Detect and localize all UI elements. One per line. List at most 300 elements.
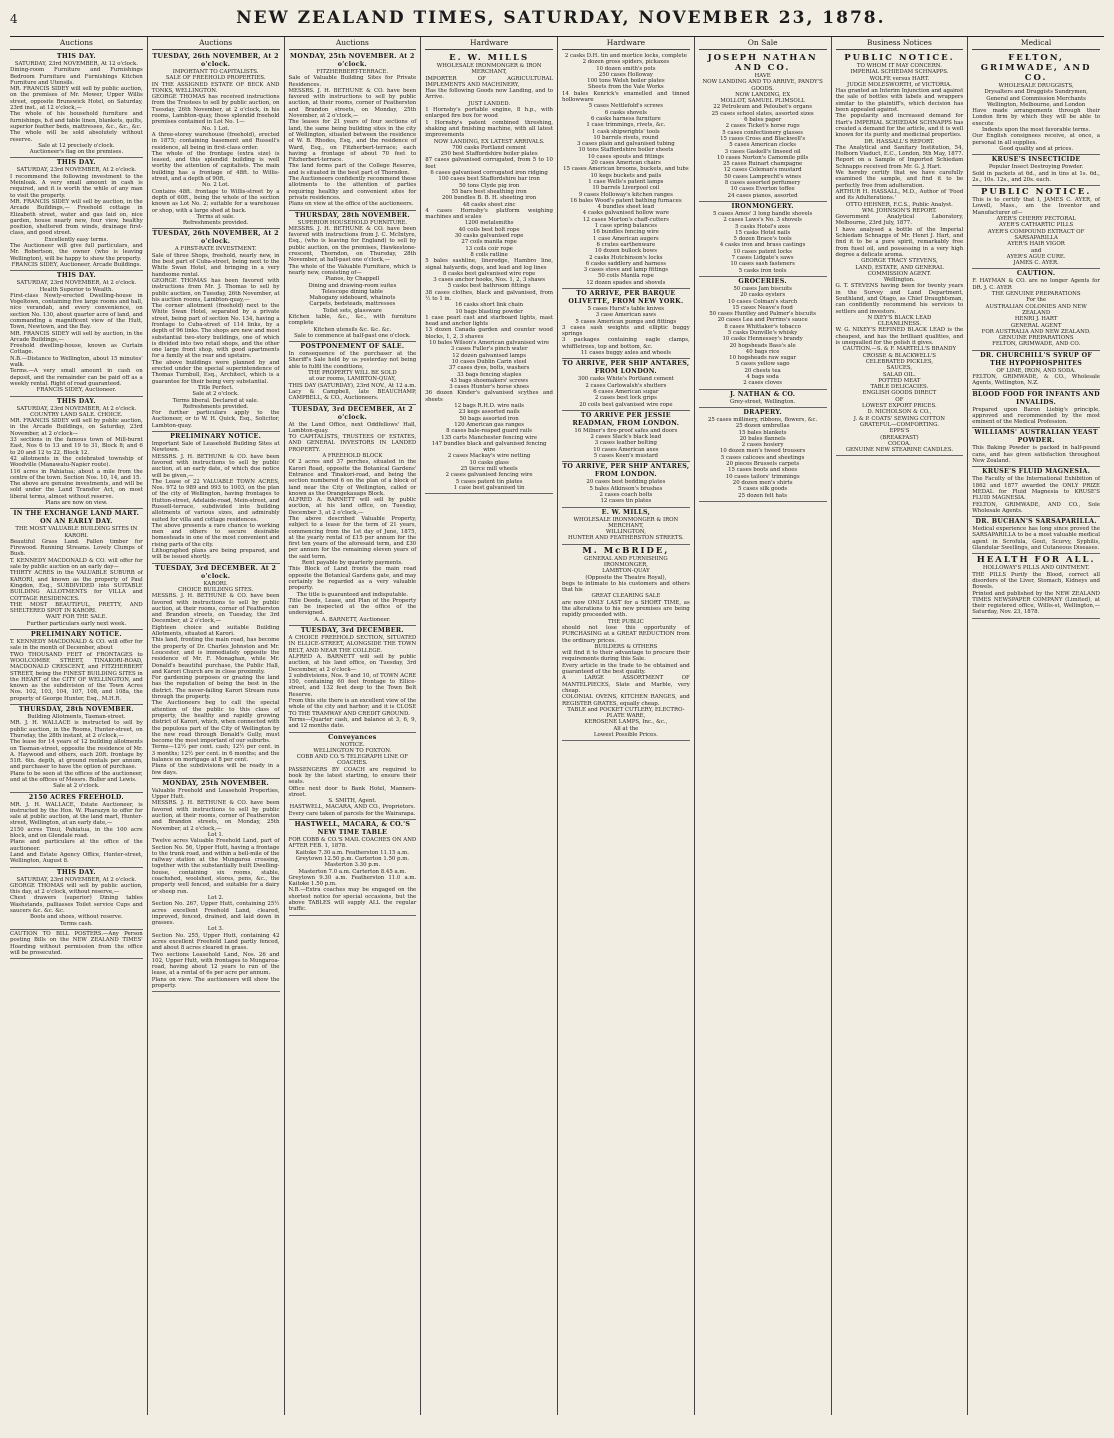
advertisement-text: N IXEY'S BLACK LEAD [867,314,932,321]
advertisement-text: Further particulars early next week. [26,620,127,627]
advertisement-text: 50 bags assorted iron [459,415,519,422]
advertisement [972,467,1100,517]
advertisement-text: 6 crates earthenware [596,241,656,248]
advertisement-text: AUSTRALIAN COLONIES AND NEW ZEALAND [985,303,1087,316]
advertisement-text: Chest drawers (superior) Dining tables Washstands, palliasses Toilet service Cups and saucers &c. &c. &c. [10,895,143,915]
advertisement-text: 2 dozen gross spiders, pickaxes [582,59,670,66]
advertisement-text: 5 casks Dunville's whisky [727,329,798,336]
advertisement-text: and [1031,247,1042,254]
advertisement-text: First-class Newly-erected Dwelling-house in Vogeltown, containing five large rooms and hall, nice verandah, and every convenience, on section No. 130, about quarter acre of land, and commanding a magnificent view of the Hutt, Town, Newtown, and the Bay. [10,292,143,331]
advertisement-text: Terms.—A very small amount in cash on deposit, and the remainder can be paid off as a weekly rental. Right of road guaranteed. [10,368,143,387]
advertisement-text: This land, fronting the main road, has become the property of Dr. Charles Johnston and Mr. Loucester, and is immediately opposite the residence of Mr. F. Monaghan, while Mr. Donald's beautiful purchase, the Public Hall, and Karori Church are in close proximity. [151,637,280,675]
advertisement-text: GEORGE TRACY STEVENS, [861,258,938,265]
advertisement-text: 5 cases Keen's mustard [593,453,659,460]
advertisement-text: CHOICE BUILDING SITES. [178,586,254,593]
advertisement-text: Lot 1. [207,831,224,838]
advertisement-text: N.B.—Distance to Wellington, about 15 minutes' walk. [10,355,143,369]
advertisement-text: 1 case American augers [593,235,659,242]
advertisement-text: IMPORTANT TO CAPITALISTS. [172,69,259,75]
advertisement-text: 3 case American saws [595,312,657,319]
advertisement-text: 10 cases American axes [593,446,659,453]
advertisement-text: (BREAKFAST) [880,434,919,441]
newspaper-title: NEW ZEALAND TIMES, SATURDAY, NOVEMBER 23, 1878. [236,8,886,28]
advertisement-text: 1 case best galvanised tin [453,484,525,491]
advertisement-text: 1 Hornsby's portable engine, 8 h.p., with enlarged fire box for wood [425,107,553,120]
advertisement-text: THE PROPERTY WILL BE SOLD [308,370,397,377]
advertisement-text: 2 casks D.H. tin and mortice locks, complete [564,53,687,59]
advertisement-text: 2 cases Laws's No. 3 shovels [723,217,802,224]
advertisement-text: WAIT FOR THE SALE. [45,614,108,621]
advertisement [289,405,417,627]
advertisement [152,229,280,432]
advertisement-text: KARORI. [203,580,228,587]
advertisement-text: 10 cases Norton's Camomile pills [717,154,809,161]
advertisement-text: FELTON, GRIMWADE, & CO., Wholesale Agents, Wellington, N.Z. [972,373,1100,387]
advertisement-text: 5 cases yellow sago [735,361,790,368]
advertisement-text: should not lose this opportunity of PURCHASING at a GREAT REDUCTION from the ordinary prices. [562,624,690,644]
advertisement-text: IN THE ASSIGNED ESTATE OF BECK AND TONKS, WELLINGTON. [151,81,280,94]
advertisement-text: 4 bags soda [746,374,779,381]
advertisement-text: 38 cases clothes, black and galvanised, from ½ to 1 in. [425,289,553,302]
advertisement [699,52,827,202]
advertisement-text: 10 kegs buckets and pails [590,172,662,179]
advertisement-text: 50 cases Huntley and Palmer's biscuits [709,311,817,318]
advertisement-heading: THIS DAY. [56,397,96,405]
advertisement-text: 10 cases sash fasteners [730,261,795,268]
advertisement-text: 10 dozen bullock bows [594,248,657,255]
advertisement-text: 25 tierce mill wheels [460,466,518,472]
column-heading: On Sale [699,37,827,50]
advertisement-text: SALE OF FREEHOLD PROPERTIES. [165,75,266,82]
advertisement-heading: CAUTION. [1016,270,1056,278]
advertisement-text: GEORGE THOMAS will sell by public auction, this day, at 2 o'clock, without reserve,— [10,882,143,896]
advertisement-text: Refreshments provided. [182,403,249,410]
advertisement [152,779,280,993]
advertisement-text: The Analytical and Sanitary Institution, 54, Holborn Viaduct, E.C., London, 5th May, 1877. [835,144,964,158]
advertisement-text: Plans on view at the office of the auctioneers. [288,201,414,208]
advertisement-text: Government Analytical Laboratory, Melbourne, 23rd July, 1877. [835,214,964,227]
advertisement-text: 16 Milner's fire-proof safes and doors [574,427,678,434]
advertisement-text: The whole will be sold absolutely without reserve. [10,130,143,143]
advertisement-text: Popular Insect Destroying Powder. [988,164,1084,171]
advertisement-text: SATURDAY, 23rd NOVEMBER, At 2 o'clock. [16,876,137,883]
advertisement-heading: THIS DAY. [56,53,96,60]
advertisement-text: MESSRS. J. H. BETHUNE & CO. have been favored with instructions to sell by public auction, at their rooms, corner of Featherston and Brandon streets, on Monday, 25th November, at 2 o'clock,— [288,87,417,120]
advertisement [10,158,143,271]
advertisement-text: 20 pieces Brussels carpets [726,461,800,468]
advertisement-text: Sale of Valuable Building Sites for Private Residences. [288,75,417,88]
advertisement-text: 2 cases hosiery [741,442,784,449]
advertisement-text: D. NICHOLSON & CO., [867,409,932,416]
advertisement-text: I have analysed a bottle of the Imperial Schiedam Schnapps of Mr. Henri J. Hart, and find it to be a pure spirit, remarkably free from fusel oil, and possessing in a very high degree a delicate aroma. [835,226,964,258]
advertisement-text: Grey-street, Wellington. [729,398,796,405]
advertisement-text: SATURDAY, 23rd NOVEMBER, At 2 o'clock. [16,280,137,287]
advertisement-text: MESSRS. J. H. BETHUNE & CO. have been favored with instructions to sell by public auction, at their rooms, corner of Featherston and Brandon streets, on Tuesday, the 3rd December, at 2 o'clock,— [151,593,280,625]
advertisement [152,564,280,779]
advertisement-text: COBB AND CO.'S TELEGRAPH LINE OF COACHES. [296,754,408,767]
advertisement-text: 2 subdivisions, Nos. 9 and 10, of TOWN ACRE 150, containing 60 feet frontage to Ellice-street, and 132 feet deep to the Town Belt Reserve. [288,672,417,698]
advertisement-heading: GROCERIES. [738,277,787,285]
advertisement [152,432,280,564]
advertisement [972,52,1100,155]
advertisement-text: 40 bags rice [745,348,780,355]
advertisement-text: HUNTER AND FEATHERSTON STREETS. [568,535,684,542]
advertisement-text: 16 casks short link chain [455,302,524,309]
advertisement-text: are now ONLY LAST for a SHORT TIME, as the alterations to his new premises are being rapidly proceeded with. [562,599,690,619]
advertisement [289,342,417,404]
advertisement-text: WM. JOHNSON'S REPORT. [862,207,937,214]
advertisement-text: 48 casks sheet zinc [462,201,516,208]
advertisement [562,52,690,289]
advertisement-text: LOWEST EXPORT PRICES. [862,403,937,410]
column-heading: Business Notices [836,37,964,50]
advertisement-text: 3 cases Fuller's pinch water [450,346,528,353]
advertisement-text: 10 cases Everton toffee [730,186,795,193]
advertisement [562,545,690,742]
advertisement-text: 8 cases Whittaker's tobacco [724,323,801,330]
advertisement-text: WOLFE versus HART. [869,75,930,82]
advertisement-text: Plans are now on view. [45,500,108,506]
advertisement-text: 10 hogsheads raw sugar [729,355,797,362]
advertisement [972,390,1100,429]
columns [10,37,1104,1415]
advertisement-text: The Faculty of the International Exhibition of 1862 and 1877 awarded the ONLY PRIZE MEDAL for Fluid Magnesia to KRUSE'S FLUID MAGNESIA. [972,476,1100,502]
advertisement-text: 4 casks iron and brass castings [719,242,806,249]
advertisement-text: OF [895,396,904,403]
advertisement-text: Has the following Goods now Landing, and to Arrive. [425,88,553,101]
advertisement-text: 25 cases millinery, ribbons, flowers, &c. [707,416,818,423]
advertisement-text: MR. FRANCIS SIDEY will sell by public auction, in the Arcade Buildings, on Saturday, 23rd November, at 2 o'clock— [10,418,143,437]
advertisement-text: AYER'S HAIR VIGOR [1007,241,1065,248]
advertisement-text: The corner allotment (freehold) next to the White Swan Hotel, separated by a private street, being part of section No. 134, having a frontage to Cuba-street of 114 links, by a depth of 96 links. The shops are new and most substantial two-story buildings, one of which is divided into two retail shops, and the other one large front shop, with good apartments for a family at the rear and upstairs. [151,303,280,360]
advertisement-text: 200 bundles B. B. H. sheeting iron [441,195,537,202]
advertisement-text: 6 bales paper [744,117,782,124]
advertisement-heading: PRELIMINARY NOTICE. [30,631,122,639]
advertisement-text: 3 cases anchor hooks, Nos. 1, 2, 3 shaws [433,277,546,284]
advertisement-text: Report on a Sample of Imported Schiedam Schnapps received from Mr. G. J. Hart. [835,157,964,170]
advertisement-text: 24 cases pianos, assorted [727,192,798,199]
advertisement [10,630,143,705]
advertisement-text: JAMES C. AYER. [1013,260,1059,267]
advertisement-text: Sale at 2 o'clock. [53,783,100,790]
advertisement-text: at our rooms, LAMBTON-QUAY, [308,376,396,383]
advertisement-text: FRANCIS SIDEY, Auctioneer. [36,387,117,394]
advertisement-text: Beautiful Grass Land. Fallen timber for Firewood. Running Streams. Lovely Clumps of Bush. [10,538,143,558]
advertisement-text: Dining and drawing-room suites [308,282,397,289]
advertisement [10,509,143,630]
page-number: 4 [10,12,18,26]
advertisement-text: Mahogany sideboard, whatnots [309,295,396,302]
advertisement-text: 8 casks best galvanised wire rope [442,270,536,277]
advertisement-text: 135 carts Manchester fencing wire [441,434,538,441]
advertisement-text: 2 casks Hutchinson's locks [589,254,663,261]
advertisement-text: 40 coils best bolt rope [458,226,520,233]
advertisement-text: 300 casks White's Portland cement [577,376,674,383]
advertisement-text: Section No. 255, Upper Hutt, containing 42 acres excellent Freehold Land partly fenced, and about 8 acres cleared in grass. [151,932,280,952]
advertisement-text: 3 cases plain and galvanised tubing [577,141,675,148]
advertisement-text: (Opposite the Theatre Royal), [585,574,667,581]
column-7 [831,37,968,1415]
advertisement-text: Toilet sets, glassware [322,307,382,314]
advertisement-text: Office next door to Bank Hotel, Manners-street. [288,785,417,798]
advertisement-text: 2 cases cloves [743,380,783,387]
advertisement-text: 1 Hornsby's patent combined threshing, shaking and finishing machine, with all latest improvements [425,119,553,139]
advertisement-text: Terms—Quarter cash, and balance at 3, 6, 9, and 12 months date. [288,716,417,730]
advertisement-text: 20 cases American chairs [590,160,661,167]
advertisement-text: GENUINE NEW STEARINE CANDLES. [845,447,954,454]
advertisement-text: 10 barrels rivets, round [593,134,659,141]
advertisement-text: 50 cases Jam biscuits [733,285,792,292]
advertisement-text: 4 bundles sheet lead [597,204,655,211]
advertisement-text: The whole of the Valuable Furniture, which is nearly new, consisting of— [288,263,417,276]
advertisement-text: TO CAPITALISTS, TRUSTEES OF ESTATES, AND GENERAL INVESTORS IN LANDED PROPERTY. [288,434,417,453]
advertisement [10,793,143,868]
advertisement-text: NOTICE. [340,741,365,748]
advertisement-text: Telescope dining table [321,288,384,295]
advertisement-text: In consequence of the purchaser at the Sheriff's Sale held by us yesterday not being able to fulfil the conditions, [288,351,417,370]
advertisement-text: The Auctioneer will give full particulars, and Mr. Robertson, the owner (who is leaving Wellington), will be happy to show the property. [10,243,143,262]
advertisement-text: Drysalters and Druggists Sundrymen, [984,89,1088,96]
advertisement-text: 11 cases buggy axles and wheels [580,350,672,357]
advertisement-text: General and Commission Merchants [986,95,1086,102]
advertisement-text: Kaitoke 7.30 a.m. Featherston 11.15 a.m. [295,849,409,856]
advertisement-text: 5 cases Amos' 3 long handle shovels [713,210,813,217]
advertisement-text: THIS DAY (SATURDAY), 23rd NOV., At 12 a.m. [288,382,417,389]
advertisement-text: OTTO HEHNER, F.C.S., Public Analyst. [845,201,953,208]
advertisement-text: FITZHERBERT-TERRACE. [316,69,389,75]
advertisement-text: Important Sale of Leasehold Building Sites at Newtown. [151,441,280,454]
advertisement-text: 7 cases Lidgate's saws [731,255,794,262]
advertisement-text: 10 cases tailors' trimmings [725,473,800,480]
advertisement-text: J. & P. COATS' SEWING COTTON [853,415,946,422]
advertisement-text: Plans and particulars at the office of the auctioneer. [10,839,143,852]
advertisement-text: SAUCES, [886,365,913,372]
advertisement-text: 1 case spring balances [594,223,657,230]
advertisement [972,155,1100,186]
advertisement-text: TABLE DELICACIES. [870,384,929,391]
advertisement-text: 37 cases dyes, bolts, washers [448,365,530,372]
advertisement-text: Masterton 7.0 a.m. Carterton 8.45 a.m. [298,868,407,875]
advertisement-text: 12 cases Coleman's mustard [723,167,802,174]
advertisement-text: Sale at 2 o'clock. [192,391,239,398]
advertisement-text: Twelve acres Valuable Freehold Land, part of Section No. 56, Upper Hutt, having a frontage to the trunk road, and within a bell-mile of the railway station at the Mungaroa crossing, together with the substantially built Dwelling-house, containing six rooms, stable, coachshed, woolshed, stores, pens, &c., the property well fenced, and suitable for a dairy or sheep run. [151,838,280,895]
column-heading: Hardware [425,37,553,50]
advertisement-heading: TO ARRIVE PER JESSIE READMAN, FROM LONDON. [572,411,680,427]
advertisement-text: 5 dozen Brace's tools [733,236,792,243]
column-2 [147,37,284,1415]
advertisement-text: begs to intimate to his customers and others that his [562,580,690,594]
advertisement-text: The above described Valuable Property, subject to a lease for the term of 21 years, commencing from the 1st day of June, 1875, at the yearly rental of £15 per annum for the first ten years of the aforesaid term, and £30 per annum for the remaining eleven years of the said term. [288,516,417,560]
advertisement-text: 10 cases patent locks [733,248,792,255]
advertisement-text: Sale of three Shops, freehold, nearly new, in the best part of Cuba-street, being next to the White Swan Hotel, and bringing in a very handsome rental. [151,252,280,278]
advertisement-text: The whole of the frontage (extra size) is leased, and this splendid building is well worthy the attention of capitalists. The main building has a frontage of 48ft. to Willis-street, and a depth of 90ft. [151,150,280,183]
advertisement-text: 1200 metalsmiths [464,220,514,227]
advertisement-text: Title Perfect. [197,384,234,391]
advertisement [972,517,1100,554]
advertisement-text: 6 casks saddlery and harness [585,260,667,267]
column-8 [967,37,1104,1415]
newspaper-page [10,8,1104,1420]
advertisement-heading: IN THE EXCHANGE LAND MART. ON AN EARLY DAY. [13,510,140,526]
advertisement-text: 3 cases stove and lamp fittings [583,267,669,274]
column-heading: Medical [972,37,1100,50]
column-heading: Auctions [152,37,280,50]
advertisement-text: Freehold dwelling-house, known as Curtain Cottage. [10,343,143,356]
advertisement [562,411,690,462]
advertisement [562,508,690,545]
advertisement [699,202,827,277]
advertisement-text: Wellington. [883,277,915,284]
advertisement-text: 25 cases school slates, assorted sizes [711,110,814,117]
advertisement [10,930,143,959]
advertisement-text: This Block of Land fronts the main road opposite the Botanical Gardens gate, and may certainly be regarded as a very valuable property. [288,566,417,592]
advertisement-text: GRATEFUL—COMFORTING. [859,421,939,428]
advertisement-text: The Auctioneers confidently recommend these allotments to the attention of parties requiring healthy and convenient sites for private residences. [288,176,417,201]
advertisement-text: 12 bags R.H.D. wire nails [454,403,524,410]
advertisement-text: S. SMITH, Agent. [328,798,377,805]
advertisement-text: 27 coils manila rope [461,239,517,246]
advertisement-text: The land forms part of the College Reserve, and is situated in the best part of Thorndon. [288,163,417,176]
advertisement-text: BUILDERS & OTHERS [594,643,658,650]
advertisement-text: Boots and shoes, without reserve. [30,914,123,921]
advertisement-text: 25 cases Ruinart champagne [723,161,803,168]
advertisement-text: 13 coils coir rope [465,245,513,252]
advertisement-text: KEROSENE LAMPS, Inc., &c., [584,719,668,726]
advertisement-text: IMPERIAL SCHIEDAM SCHNAPPS. [850,69,949,76]
advertisement-text: Lithographed plans are being prepared, and will be issued shortly. [151,548,280,561]
advertisement-text: 15 cases boots and shoes [728,467,798,474]
advertisement-text: 20 hogsheads Bass's ale [729,342,796,349]
advertisement-text: Pianos, by Chappell [325,276,380,283]
advertisement-text: WELLINGTON TO FOXTON. [313,747,392,754]
advertisement-text: 5 bales sashline, lineredge, Hambro line, signal halyards, dogs, and lead and log lines [425,258,553,271]
advertisement-text: G. T. STEVENS having been for twenty years in the Survey and Land Department, Southland, and Otago, as Chief Draughtsman, can confidently recommend his services to settlers and investors. [835,283,964,315]
advertisement-text: WHOLESALE IRONMONGER & IRON MERCHANT, [436,63,542,76]
advertisement-text: 8 coils ratline [470,251,508,258]
advertisement-text: Printed and published by the NEW ZEALAND TIMES NEWSPAPER COMPANY (Limited), at their registered office, Willis-st, Wellington,—Saturday, Nov. 23, 1878. [972,590,1100,616]
advertisement-heading: POSTPONEMENT OF SALE. [300,343,405,351]
advertisement-text: NOW LANDING, EX [735,91,791,98]
advertisement-text: No. 2 Lot. [202,182,230,189]
advertisement [425,52,553,494]
advertisement-text: Indents upon the most favorable terms. [982,127,1091,134]
advertisement-text: CAUTION.—S. & F. MARTELL'S BRANDY [842,346,957,353]
advertisement-text: Our English consignees receive, at once, a personal in all supplies. [972,133,1100,146]
advertisement-text: This Baking Powder is packed in half-pound cans, and has given satisfaction throughout New Zealand. [972,445,1100,465]
advertisement-text: FOR COBB & CO.'S MAIL COACHES ON AND AFTER FEB. 1, 1878. [288,837,417,850]
advertisement-text: 2 cases Carlowalsh's shutters [585,382,667,389]
advertisement-text: 4 casks galvanised hollow ware [582,210,669,217]
column-1 [10,37,147,1415]
advertisement-text: 5 cases patent tin plates [455,478,523,485]
advertisement-text: A three-storey warehouse (freehold), erected in 1875; containing basement and Russell's residence, all being in first-class order. [151,131,280,151]
advertisement-text: MESSRS. J. H. BETHUNE & CO. have been favored with instructions to sell by public auction, at an early date, of which due notice will be given,— [151,453,280,479]
advertisement-heading: DR. CHURCHILL'S SYRUP OF THE HYPOPHOSPHITES [980,351,1093,367]
advertisement-text: LAND, ESTATE, AND GENERAL COMMISSION AGENT. [855,264,944,277]
advertisement [289,626,417,732]
advertisement-text: For further particulars apply to the Auctioneer, or to W. H. Quick, Esq., Solicitor, Lambton-quay. [151,410,280,429]
advertisement-text: Eighteen choice and suitable Building Allotments, situated at Karori. [151,624,280,638]
advertisement-heading: BLOOD FOOD FOR INFANTS AND INVALIDS. [972,390,1100,406]
advertisement-text: 50 tons Clyde pig iron [458,182,520,189]
advertisement-text: COCOA. [888,440,911,447]
advertisement-text: IRONMONGER, [603,562,648,568]
advertisement-text: 10 dozen men's tweed trousers [719,448,806,455]
advertisement-text: Terms at sale. [196,213,235,220]
advertisement-text: FELTON, GRIMWADE, AND CO. [992,341,1081,348]
column-heading: Hardware [562,37,690,50]
advertisement [972,428,1100,467]
advertisement [972,554,1100,618]
advertisement [972,269,1100,350]
advertisement-text: 23 kegs assorted nails [458,409,520,416]
advertisement-heading: Conveyances [328,733,377,741]
advertisement [562,359,690,410]
advertisement-text: For gardening purposes or grazing the land has the reputation of being the best in the district. The never-failing Karori Stream runs through the property. [151,675,280,701]
advertisement-text: TABLE and POCKET CUTLERY, ELECTRO-PLATE WARE, [567,706,685,720]
advertisement-text: 10 dozen smith's pots [596,65,656,72]
advertisement-heading: THIS DAY. [56,868,96,876]
advertisement-text: 15 cases Cross and Blackwell's [720,135,806,142]
advertisement-text: ARTHUR H. HASSALL, M.D., Author of 'Food and its Adulterations.' [835,188,964,202]
advertisement-text: MR. FRANCIS SIDEY will sell by auction, in the Arcade Buildings,— Freehold cottage in Elizabeth street, water and gas laid on, nice garden, house nearly new, four view, healthy position, sheltered from winds, drainage first-class, and good street. [10,198,143,237]
advertisement-text: 12 cases Morton's chaff-cutters [582,216,669,223]
column-6 [694,37,831,1415]
advertisement [10,271,143,396]
advertisement-text: 2 cases best lock grips [594,395,657,402]
advertisement-text: FELTON, GRIMWADE, AND CO., Sole Wholesale Agents. [972,501,1100,514]
advertisement-heading: DR. BUCHAN'S SARSAPARILLA. [975,518,1097,526]
advertisement-heading: TO ARRIVE, PER SHIP ANTARES, FROM LONDON. [562,463,690,479]
advertisement-heading: FELTON, GRIMWADE, AND CO. [980,53,1092,83]
advertisement-text: 3 packages containing eagle clamps, whiffletrees, top and bottom, &c. [562,337,690,350]
advertisement-text: 1 case trimmings, rivets, &c. [586,122,666,129]
advertisement-text: EPPS'S [889,428,910,435]
advertisement-text: Have made arrangements through their London firm by which they will be able to execute [972,108,1100,127]
advertisement-text: Carpets, bedsteads, mattresses [309,301,396,308]
advertisement-text: 33 sections in the famous town of Mill-burnt East, Nos 6 to 13 and 19 to 31, Block 8; and 6 to 20 and 12 to 22, Block 12. [10,437,143,456]
advertisement-text: GEORGE THOMAS has received instructions from the Trustees to sell by public auction, on Tuesday, 26th November, at 2 o'clock, in his rooms, Lambton-quay, those splendid freehold premises contained in Lot No. 1— [151,94,280,126]
advertisement-text: Terms liberal. Declared at sale. [172,397,259,404]
advertisement-text: 5 casks best bathroom fittings [447,283,531,290]
advertisement-text: 147 bundles black and galvanised fencing wire [431,440,547,454]
advertisement-text: Excellently easy terms. [44,236,109,243]
advertisement-text: 13 dozen Canada garden and counter wood blocks, 1, 2, 3 shaves [425,327,553,340]
advertisement-heading: THIS DAY. [56,159,96,167]
advertisement-text: GREAT CLEARING SALE [591,593,661,600]
advertisement-text: The lease for 14 years of 12 building allotments on Tasman-street, opposite the residence of Mr. A. Haywood and others, each 20ft. frontage by 51ft. 6in. depth, at ground rentals per annum, and purchaser to have the option of purchase. [10,739,143,771]
advertisement-heading: PRELIMINARY NOTICE. [170,433,262,441]
advertisement-heading: THURSDAY, 28th NOVEMBER. [18,706,134,714]
advertisement-text: 10 bags blasting powder [455,308,523,315]
advertisement-text: IMPORTER OF AGRICULTURAL IMPLEMENTS AND MACHINERY, [425,75,553,88]
advertisement-text: WHOLESALE IRONMONGER & IRON MERCHANT, [573,516,679,529]
advertisement-heading: JOSEPH NATHAN AND CO. [707,53,818,73]
advertisement-text: 55 bars best sheathing iron [451,188,527,195]
advertisement-text: Health Superior to Wealth. [39,286,114,293]
advertisement-text: 10 cases Colman's starch [727,298,798,305]
advertisement-text: MR. FRANCIS SIDEY will sell by public auction, on the premises of Mr. Mower, Upper Willis street, opposite Brunswick Hotel, on Saturday, 23rd inst., at 12 o'clock,— [10,86,143,112]
advertisement-text: NOW LANDING, EX LATEST ARRIVALS. [433,138,545,145]
advertisement [10,868,143,930]
advertisement-text: Plans on view. The auctioneers will show the property. [151,976,280,990]
advertisement-heading: TUESDAY, 3rd DECEMBER. At 2 o'clock. [155,564,277,580]
advertisement-text: AYER'S COMPOUND EXTRACT OF SARSAPARILLA [987,228,1085,241]
advertisement-text: 1 case pearl cast and starboard lights, mast head and anchor lights [425,314,553,328]
advertisement-text: 6 cases galvanised corrugated iron ridging [430,170,548,177]
advertisement-text: 20 cases best bedding plates [586,479,666,486]
advertisement-text: The Auctioneers beg to call the special attention of the public to this class of property, the healthy and rapidly growing district of Karori, which, when connected with the populous part of the City of Wellington by the new road through Donald's Gully, must become the most important of our suburbs. [151,700,280,745]
